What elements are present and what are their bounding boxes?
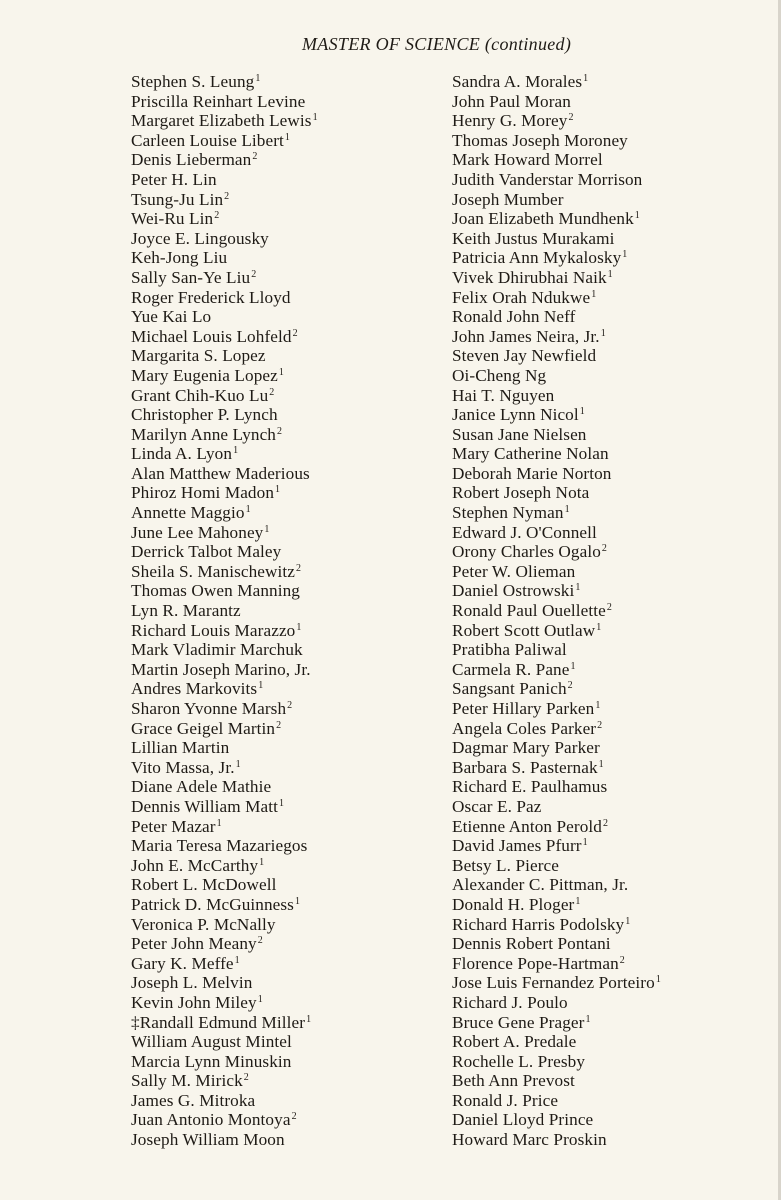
graduate-name-text: Kevin John Miley — [131, 992, 257, 1012]
graduate-name-text: Judith Vanderstar Morrison — [452, 169, 643, 189]
graduate-name — [131, 875, 318, 895]
footnote-mark: 2 — [602, 817, 609, 829]
graduate-name — [452, 327, 661, 347]
graduate-name — [452, 1110, 661, 1130]
graduate-name — [131, 973, 318, 993]
graduate-name-text: Christopher P. Lynch — [131, 405, 278, 425]
graduate-name — [131, 425, 318, 445]
footnote-mark: 2 — [252, 151, 258, 163]
footnote-mark: 1 — [582, 837, 588, 849]
graduate-name-text: Lillian Martin — [131, 738, 230, 758]
graduate-name-text: Richard Louis Marazzo — [131, 620, 296, 640]
graduate-name-text: Annette Maggio — [131, 503, 245, 523]
graduate-name — [131, 797, 318, 817]
graduate-name — [131, 856, 318, 876]
graduate-name — [452, 758, 661, 778]
graduate-name — [131, 542, 318, 562]
graduate-name — [452, 425, 661, 445]
graduate-name — [452, 523, 661, 543]
graduate-name — [452, 1032, 661, 1052]
graduate-name — [452, 542, 661, 562]
graduate-name-text: Diane Adele Mathie — [131, 777, 272, 797]
graduate-name-text: Thomas Joseph Moroney — [452, 130, 628, 150]
section-heading: MASTER OF SCIENCE (continued) — [302, 34, 572, 54]
graduate-name-text: Vito Massa, Jr. — [131, 757, 235, 777]
graduate-name — [131, 934, 318, 954]
footnote-mark: 2 — [287, 700, 293, 711]
graduate-name — [131, 1013, 318, 1033]
graduate-name-text: Peter Mazar — [131, 816, 216, 836]
graduate-name-text: Sally San-Ye Liu — [131, 267, 251, 287]
graduate-name-text: Thomas Owen Manning — [131, 581, 300, 601]
graduate-name — [131, 1091, 318, 1111]
footnote-mark: 1 — [235, 758, 241, 770]
graduate-name — [452, 601, 661, 621]
graduate-name-text: Stephen S. Leung — [131, 72, 255, 91]
graduate-name-text: Sharon Yvonne Marsh — [131, 699, 287, 718]
graduate-name — [452, 581, 661, 601]
graduate-name — [452, 72, 661, 92]
footnote-mark: 2 — [567, 680, 573, 692]
graduate-name — [131, 229, 318, 249]
graduate-name-text: Denis Lieberman — [131, 150, 252, 170]
graduate-name — [452, 170, 661, 190]
footnote-mark: 1 — [634, 210, 640, 222]
graduate-name-text: Carmela R. Pane — [452, 659, 570, 679]
graduate-name — [131, 1052, 318, 1072]
footnote-mark: 2 — [619, 954, 625, 966]
footnote-mark: 1 — [607, 268, 613, 280]
graduate-name-text: Robert Scott Outlaw — [452, 620, 596, 640]
graduate-name — [131, 386, 318, 406]
graduate-name-text: Hai T. Nguyen — [452, 385, 555, 405]
graduate-name — [452, 1071, 661, 1091]
graduate-name-text: Carleen Louise Libert — [131, 130, 284, 150]
footnote-mark: 2 — [606, 602, 613, 614]
graduate-name-text: Peter Hillary Parken — [452, 699, 595, 718]
graduate-name — [452, 621, 661, 641]
graduate-name-text: Richard E. Paulhamus — [452, 777, 608, 797]
graduate-name — [131, 993, 318, 1013]
graduate-name-text: Keith Justus Murakami — [452, 228, 615, 248]
graduate-name-text: Florence Pope-Hartman — [452, 953, 619, 973]
footnote-mark: 1 — [216, 817, 222, 829]
graduate-name-text: Oi-Cheng Ng — [452, 365, 547, 385]
graduate-name — [131, 1130, 318, 1150]
graduate-name-text: Janice Lynn Nicol — [452, 405, 579, 425]
graduate-name — [131, 307, 318, 327]
graduate-name — [131, 601, 318, 621]
footnote-mark: 1 — [598, 758, 604, 770]
footnote-mark: 2 — [291, 1111, 297, 1123]
graduate-name — [452, 679, 661, 699]
footnote-mark: 1 — [591, 288, 597, 300]
graduate-name — [452, 738, 661, 758]
footnote-mark: 1 — [306, 1013, 312, 1025]
footnote-mark: 1 — [312, 112, 318, 124]
graduate-name-text: Peter H. Lin — [131, 169, 217, 189]
graduate-name-text: Dagmar Mary Parker — [452, 738, 600, 758]
graduate-name-text: Grant Chih-Kuo Lu — [131, 385, 269, 405]
graduate-name — [131, 464, 318, 484]
graduate-name-text: Barbara S. Pasternak — [452, 757, 598, 777]
graduate-name-text: Rochelle L. Presby — [452, 1051, 586, 1071]
graduate-name — [131, 817, 318, 837]
graduate-name — [131, 679, 318, 699]
footnote-mark: 2 — [257, 935, 263, 947]
graduate-name — [452, 699, 661, 719]
graduate-name — [452, 248, 661, 268]
graduate-name — [131, 209, 318, 229]
graduate-name-text: Joan Elizabeth Mundhenk — [452, 209, 634, 229]
graduate-name-text: Maria Teresa Mazariegos — [131, 836, 308, 856]
graduate-name — [131, 777, 318, 797]
graduate-name-text: Margarita S. Lopez — [131, 346, 266, 366]
graduate-name — [131, 483, 318, 503]
graduate-name — [452, 503, 661, 523]
graduate-name — [131, 895, 318, 915]
graduate-name — [452, 856, 661, 876]
footnote-mark: 2 — [292, 327, 298, 339]
graduate-name — [131, 268, 318, 288]
graduate-name — [452, 268, 661, 288]
footnote-mark: 1 — [255, 73, 261, 84]
graduate-name — [452, 719, 661, 739]
graduate-name — [131, 1110, 318, 1130]
graduate-name — [452, 1013, 661, 1033]
graduate-name-text: Oscar E. Paz — [452, 796, 542, 816]
graduate-name-text: Phiroz Homi Madon — [131, 483, 275, 503]
graduate-name-text: John James Neira, Jr. — [452, 326, 600, 346]
graduate-name — [452, 1130, 661, 1150]
graduate-name-text: Andres Markovits — [131, 679, 258, 699]
graduate-name-text: Robert A. Predale — [452, 1032, 577, 1052]
graduate-name — [131, 562, 318, 582]
graduate-name — [452, 111, 661, 131]
graduate-name — [131, 170, 318, 190]
graduate-name-text: Jose Luis Fernandez Porteiro — [452, 973, 655, 993]
graduate-name-text: Daniel Ostrowski — [452, 581, 575, 601]
footnote-mark: 2 — [277, 425, 283, 437]
graduate-name — [131, 248, 318, 268]
graduate-name — [131, 405, 318, 425]
graduate-name-text: Sally M. Mirick — [131, 1071, 243, 1091]
footnote-mark: 1 — [294, 895, 301, 907]
footnote-mark: 1 — [570, 660, 576, 672]
graduate-name-text: Joseph L. Melvin — [131, 973, 253, 993]
graduate-name — [131, 190, 318, 210]
graduate-name — [452, 660, 661, 680]
graduate-name-text: James G. Mitroka — [131, 1090, 256, 1110]
footnote-mark: 2 — [214, 210, 220, 222]
footnote-mark: 2 — [568, 112, 574, 124]
graduate-name — [452, 1052, 661, 1072]
graduate-name-text: Marilyn Anne Lynch — [131, 424, 277, 444]
graduate-name-text: Veronica P. McNally — [131, 914, 276, 934]
graduate-name-text: Richard Harris Podolsky — [452, 914, 625, 934]
graduate-name — [452, 405, 661, 425]
graduate-name — [452, 836, 661, 856]
graduate-name — [131, 111, 318, 131]
graduate-name — [131, 72, 318, 92]
graduate-name-text: Ronald J. Price — [452, 1090, 559, 1110]
graduate-name — [131, 660, 318, 680]
graduate-name — [131, 92, 318, 112]
graduate-name-text: Deborah Marie Norton — [452, 463, 612, 483]
graduate-name — [452, 973, 661, 993]
graduate-name — [452, 915, 661, 935]
footnote-mark: 1 — [296, 621, 302, 633]
graduate-name-text: Donald H. Ploger — [452, 894, 575, 914]
footnote-mark: 1 — [264, 523, 270, 535]
graduate-name — [452, 386, 661, 406]
graduate-name — [452, 209, 661, 229]
graduate-name — [131, 444, 318, 464]
graduate-name-text: Richard J. Poulo — [452, 992, 568, 1012]
graduate-name-text: Beth Ann Prevost — [452, 1071, 575, 1091]
graduate-name-text: Keh-Jong Liu — [131, 248, 228, 268]
graduate-name — [452, 954, 661, 974]
graduate-name — [452, 288, 661, 308]
graduate-name-text: Orony Charles Ogalo — [452, 542, 601, 562]
graduate-name-text: Joseph Mumber — [452, 189, 564, 209]
footnote-mark: 2 — [601, 543, 608, 555]
graduate-name-text: Ronald John Neff — [452, 307, 576, 327]
graduate-name — [452, 797, 661, 817]
graduate-name-text: Patricia Ann Mykalosky — [452, 248, 622, 268]
footnote-mark: 1 — [284, 131, 291, 143]
graduate-name-text: Juan Antonio Montoya — [131, 1110, 291, 1130]
graduate-name — [131, 621, 318, 641]
graduate-name — [452, 817, 661, 837]
graduate-name-text: Marcia Lynn Minuskin — [131, 1051, 292, 1071]
graduate-name — [452, 562, 661, 582]
graduate-name — [131, 738, 318, 758]
graduate-name-text: Henry G. Morey — [452, 111, 568, 131]
footnote-mark: 2 — [269, 386, 275, 398]
graduate-name-text: Dennis Robert Pontani — [452, 934, 611, 954]
graduate-name-text: William August Mintel — [131, 1032, 292, 1052]
graduate-name-text: Priscilla Reinhart Levine — [131, 91, 306, 111]
footnote-mark: 1 — [575, 895, 581, 907]
graduate-name-text: Joseph William Moon — [131, 1130, 285, 1150]
graduate-name-text: Angela Coles Parker — [452, 718, 597, 738]
graduate-name — [452, 993, 661, 1013]
graduate-name-text: Yue Kai Lo — [131, 307, 212, 327]
graduate-name-text: Dennis William Matt — [131, 796, 278, 816]
graduate-name-text: Grace Geigel Martin — [131, 718, 276, 738]
footnote-mark: 1 — [275, 484, 281, 496]
graduate-name — [452, 366, 661, 386]
graduate-name-text: David James Pfurr — [452, 836, 582, 856]
footnote-mark: 2 — [276, 719, 282, 731]
footnote-mark: 1 — [245, 504, 251, 516]
graduate-name — [452, 131, 661, 151]
graduate-name-text: Sangsant Panich — [452, 679, 567, 699]
footnote-mark: 1 — [579, 406, 585, 418]
graduate-name-text: Peter John Meany — [131, 934, 257, 954]
graduate-name-text: Derrick Talbot Maley — [131, 542, 282, 562]
graduate-name-text: Gary K. Meffe — [131, 953, 234, 973]
graduate-name-text: Roger Frederick Lloyd — [131, 287, 291, 307]
graduate-name — [131, 836, 318, 856]
graduate-name — [131, 131, 318, 151]
graduate-name — [131, 954, 318, 974]
graduate-name-text: Michael Louis Lohfeld — [131, 326, 292, 346]
graduate-name-text: Howard Marc Proskin — [452, 1130, 607, 1150]
graduate-name-text: Linda A. Lyon — [131, 444, 233, 464]
graduate-name — [131, 327, 318, 347]
footnote-mark: 2 — [224, 190, 230, 202]
graduate-name-text: Daniel Lloyd Prince — [452, 1110, 594, 1130]
graduate-name — [452, 444, 661, 464]
graduate-name — [131, 366, 318, 386]
graduate-name — [131, 346, 318, 366]
graduate-name-text: Patrick D. McGuinness — [131, 894, 294, 914]
graduate-name-text: Etienne Anton Perold — [452, 816, 602, 836]
footnote-mark: 2 — [597, 719, 603, 731]
graduate-name-text: Mary Eugenia Lopez — [131, 365, 278, 385]
graduate-name-text: Felix Orah Ndukwe — [452, 287, 591, 307]
name-list-left — [131, 72, 318, 1150]
graduate-name-text: Edward J. O'Connell — [452, 522, 597, 542]
graduate-name-text: Steven Jay Newfield — [452, 346, 597, 366]
footnote-mark: 1 — [278, 366, 284, 378]
graduate-name — [131, 640, 318, 660]
graduate-name-text: John Paul Moran — [452, 91, 571, 111]
graduate-name-text: Pratibha Paliwal — [452, 640, 567, 660]
footnote-mark: 1 — [600, 327, 606, 339]
graduate-name — [131, 1071, 318, 1091]
graduate-name — [452, 190, 661, 210]
graduate-name-text: Alan Matthew Maderious — [131, 463, 310, 483]
graduate-name — [131, 915, 318, 935]
footnote-mark: 1 — [233, 445, 239, 457]
footnote-mark: 1 — [583, 73, 589, 84]
graduate-name-text: Mary Catherine Nolan — [452, 444, 609, 464]
graduate-name-text: Joyce E. Lingousky — [131, 228, 269, 248]
graduate-name-text: Alexander C. Pittman, Jr. — [452, 875, 629, 895]
graduate-name — [452, 150, 661, 170]
graduate-name-text: Ronald Paul Ouellette — [452, 601, 606, 621]
graduate-name-text: Mark Vladimir Marchuk — [131, 640, 303, 660]
footnote-mark: 1 — [622, 249, 628, 261]
footnote-mark: 1 — [564, 504, 570, 516]
graduate-name-text: Robert L. McDowell — [131, 875, 277, 895]
graduate-name — [452, 1091, 661, 1111]
footnote-mark: 1 — [596, 621, 602, 633]
graduate-name — [452, 464, 661, 484]
graduate-name — [452, 483, 661, 503]
graduate-name-text: Bruce Gene Prager — [452, 1012, 585, 1032]
footnote-mark: 1 — [575, 582, 581, 594]
graduate-name-text: ‡Randall Edmund Miller — [131, 1012, 306, 1032]
graduate-name — [452, 875, 661, 895]
footnote-mark: 1 — [625, 915, 631, 927]
graduate-name — [452, 895, 661, 915]
graduate-name-text: Stephen Nyman — [452, 503, 564, 523]
graduate-name — [131, 288, 318, 308]
footnote-mark: 1 — [278, 797, 285, 809]
graduate-name — [452, 346, 661, 366]
graduate-name — [131, 758, 318, 778]
footnote-mark: 1 — [259, 856, 265, 868]
graduate-name-text: Sandra A. Morales — [452, 72, 583, 91]
footnote-mark: 1 — [258, 680, 264, 692]
graduate-name — [452, 92, 661, 112]
graduate-name — [131, 503, 318, 523]
graduate-name-text: Tsung-Ju Lin — [131, 189, 224, 209]
graduate-name — [131, 150, 318, 170]
graduate-name-text: Martin Joseph Marino, Jr. — [131, 659, 311, 679]
graduate-name — [452, 777, 661, 797]
graduate-name-text: Betsy L. Pierce — [452, 855, 559, 875]
footnote-mark: 1 — [595, 700, 601, 711]
graduate-name-text: Sheila S. Manischewitz — [131, 561, 296, 581]
graduate-name — [131, 581, 318, 601]
graduate-name-text: Susan Jane Nielsen — [452, 424, 587, 444]
graduate-name-text: Robert Joseph Nota — [452, 483, 590, 503]
graduate-name — [452, 307, 661, 327]
footnote-mark: 1 — [257, 993, 263, 1005]
graduate-name-text: Mark Howard Morrel — [452, 150, 603, 170]
footnote-mark: 1 — [234, 954, 240, 966]
graduate-name-text: John E. McCarthy — [131, 855, 259, 875]
footnote-mark: 2 — [296, 562, 302, 574]
graduate-name — [131, 719, 318, 739]
graduate-name — [452, 640, 661, 660]
graduate-name-text: Vivek Dhirubhai Naik — [452, 267, 607, 287]
name-list-right — [452, 72, 661, 1150]
footnote-mark: 2 — [251, 268, 257, 280]
graduate-name-text: Peter W. Olieman — [452, 561, 576, 581]
footnote-mark: 1 — [655, 974, 661, 986]
graduate-name — [131, 1032, 318, 1052]
graduate-name-text: Wei-Ru Lin — [131, 209, 214, 229]
graduate-name — [131, 523, 318, 543]
graduate-name-text: Margaret Elizabeth Lewis — [131, 111, 312, 131]
graduate-name — [131, 699, 318, 719]
graduate-name — [452, 229, 661, 249]
footnote-mark: 2 — [243, 1072, 249, 1084]
graduate-name — [452, 934, 661, 954]
graduate-name-text: Lyn R. Marantz — [131, 601, 241, 621]
graduate-name-text: June Lee Mahoney — [131, 522, 264, 542]
footnote-mark: 1 — [585, 1013, 591, 1025]
